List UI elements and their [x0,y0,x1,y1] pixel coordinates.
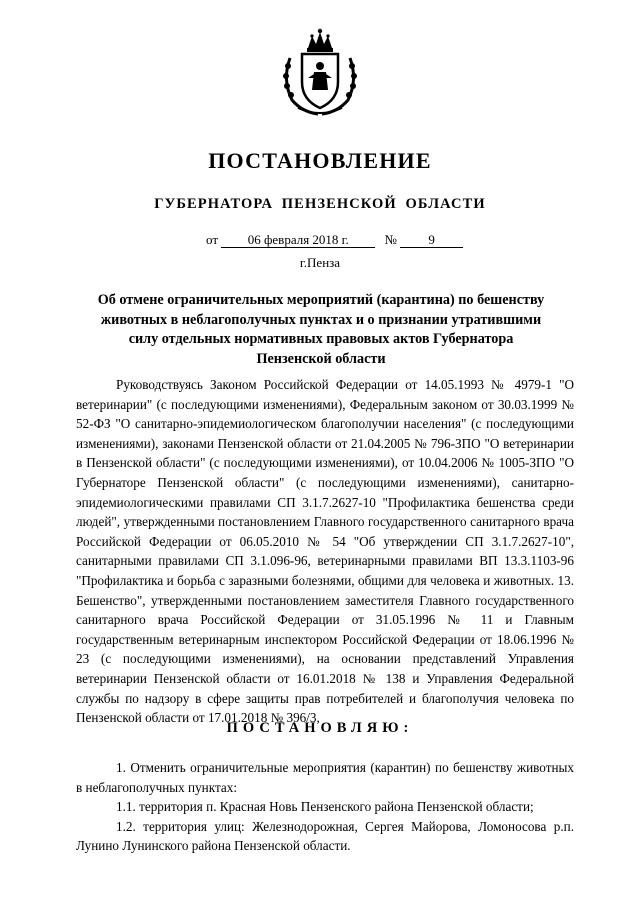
decree-word: ПОСТАНОВЛЯЮ: [226,720,414,736]
item-1-1: 1.1. территория п. Красная Новь Пензенского района Пензенской области; [116,799,534,815]
item-1: 1. Отменить ограничительные мероприятия (карантин) по бешенству животных в неблагополучных пунктах: [76,760,574,795]
document-title: ПОСТАНОВЛЕНИЕ [208,148,432,173]
document-date: 06 февраля 2018 г. [221,232,375,248]
preamble-paragraph: Руководствуясь Законом Российской Федерации от 14.05.1993 № 4979-1 "О ветеринарии" (с последующими изменениями), Федеральным законом от 30.03.1999 № 52-ФЗ "О санитарно-эпидемиологическом благополучии населения" (с последующими изменениями), законами Пензенской области от 21.04.2005 № 796-ЗПО "О ветеринарии в Пензенской области" (с последующими изменениями), от 10.04.2006 № 1005-ЗПО "О Губернаторе Пензенской области" (с последующими изменениями), санитарно-эпидемиологическими правилами СП 3.1.7.2627-10 "Профилактика бешенства среди людей", утвержденными постановлением Главного государственного санитарного врача Российской Федерации от 06.05.2010 № 54 "Об утверждении СП 3.1.7.2627-10", санитарными правилами СП 3.1.096-96, ветеринарными правилами ВП 13.3.1103-96 "Профилактика и борьба с заразными болезнями, общими для человека и животных. 13. Бешенство", утвержденными постановлением заместителя Главного государственного санитарного врача Российской Федерации от 31.05.1996 № 11 и Главным государственным ветеринарным инспектором Российской Федерации от 18.06.1996 № 23 (с последующими изменениями), на основании представлений Управления ветеринарии Пензенской области от 16.01.2018 № 138 и Управления Федеральной службы по надзору в сфере защиты прав потребителей и благополучия человека по Пензенской области от 17.01.2018 № 396/3, [76,377,574,726]
document-heading: Об отмене ограничительных мероприятий (карантина) по бешенству животных в неблагополучных пунктах и о признании утратившими силу отдельных нормативных правовых актов Губернатора Пензенской области [97,292,545,367]
number-prefix: № [384,232,397,247]
issuer-subtitle: ГУБЕРНАТОРА ПЕНЗЕНСКОЙ ОБЛАСТИ [154,196,486,212]
preamble [76,375,574,728]
item-1-2: 1.2. территория улиц: Железнодорожная, Сергея Майорова, Ломоносова р.п. Лунино Лунинского района Пензенской области. [76,818,574,854]
coat-of-arms-icon [278,28,362,116]
decree-items [76,758,574,856]
city: г.Пенза [299,255,341,270]
document-number: 9 [400,232,463,248]
date-prefix: от [206,232,219,247]
date-number-line [206,232,463,248]
